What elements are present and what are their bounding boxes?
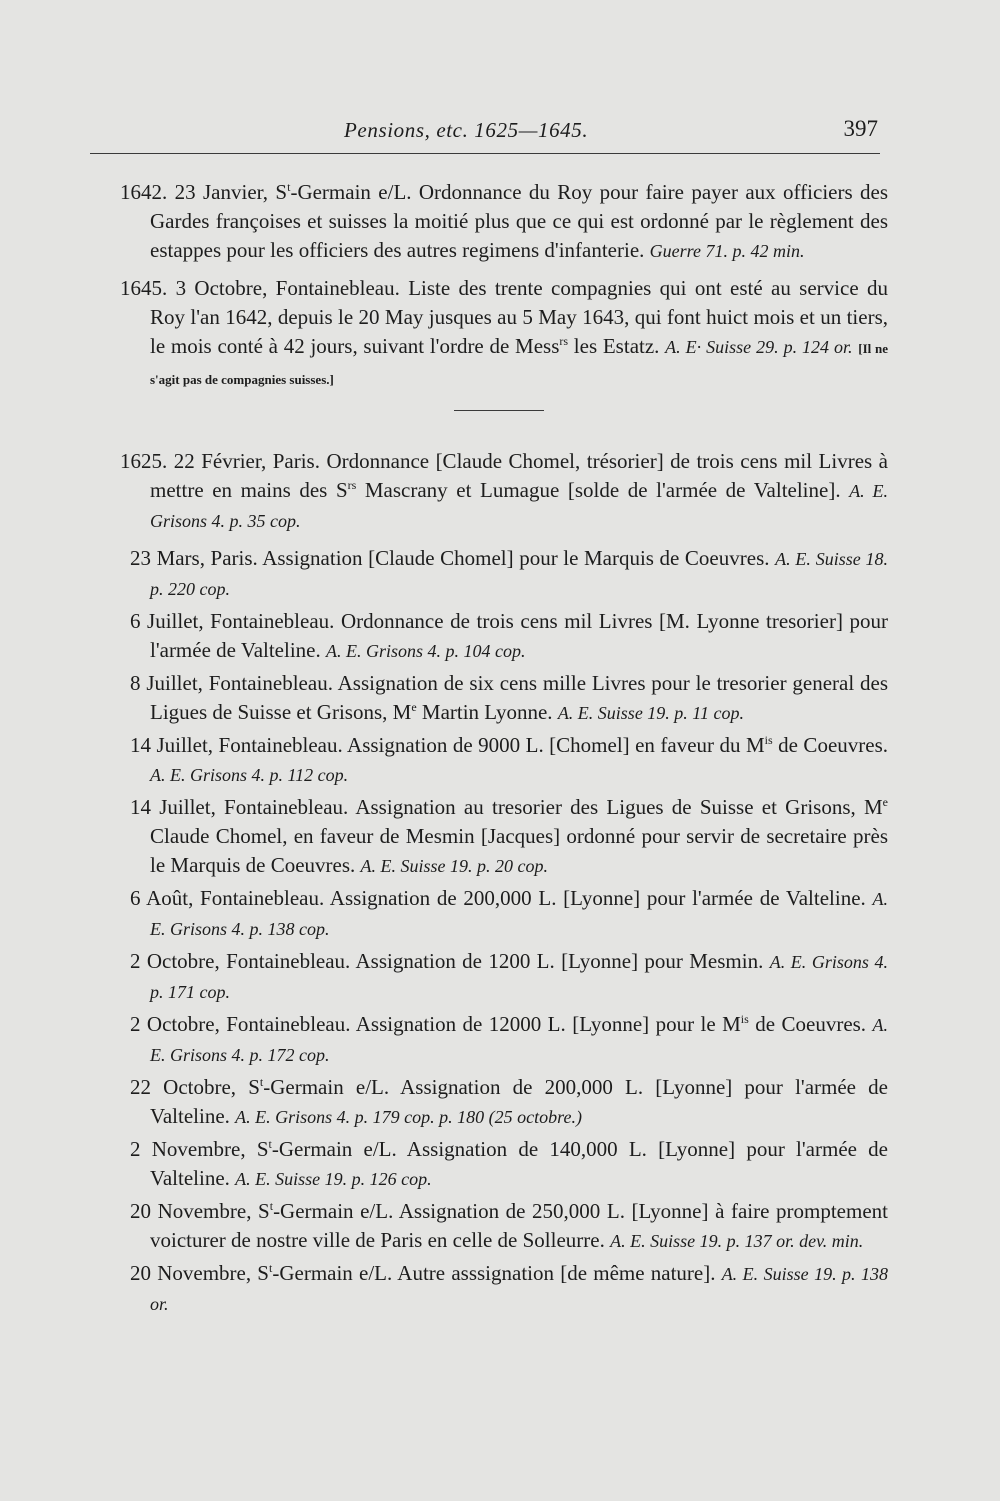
document-body	[120, 178, 888, 1322]
entry-text: -Germain e/L. Assignation de 200,000 L. [Lyonne] pour l'armée de Valteline.	[150, 1075, 888, 1128]
citation: A. E. Suisse 19. p. 20 cop.	[360, 856, 549, 876]
superscript: e	[411, 700, 417, 714]
citation: A. E. Grisons 4. p. 138 cop.	[150, 889, 889, 939]
entry-1645	[120, 274, 889, 394]
citation: A. E. Suisse 19. p. 137 or. dev. min.	[610, 1231, 864, 1251]
superscript: rs	[559, 334, 569, 348]
entry-text: 20 Novembre, S	[130, 1261, 269, 1285]
citation: A. E. Grisons 4. p. 112 cop.	[150, 765, 349, 785]
entry-text: Liste des trente compagnies qui ont esté au service du Roy l'an 1642, depuis le 20 May jusques au 5 May 1643, qui font huict mois et un tiers, le mois conté à 42 jours, suivant l'ordre de Mess	[150, 276, 888, 358]
entry-text: 14 Juillet, Fontainebleau. Assignation au tresorier des Ligues de Suisse et Grisons, M	[130, 795, 883, 819]
subentry	[130, 669, 888, 728]
subentry	[130, 947, 889, 1007]
citation: A. E· Suisse 29. p. 124 or.	[665, 337, 853, 357]
superscript: rs	[347, 478, 357, 492]
entry-text: Mascrany et Lumague [solde de l'armée de Valteline].	[356, 478, 841, 502]
superscript: e	[882, 795, 888, 809]
superscript: t	[287, 180, 291, 194]
entry-text: 6 Juillet, Fontainebleau. Ordonnance de trois cens mil Livres [M. Lyonne tresorier] pour l'armée de Valteline.	[130, 609, 888, 662]
entry-text: 8 Juillet, Fontainebleau. Assignation de six cens mille Livres pour le tresorier general des Ligues de Suisse et Grisons, M	[130, 671, 888, 724]
entry-text: Martin Lyonne.	[416, 700, 553, 724]
entry-text: 2 Octobre, Fontainebleau. Assignation de 1200 L. [Lyonne] pour Mesmin.	[130, 949, 764, 973]
subentry	[130, 1197, 888, 1256]
running-header	[90, 116, 880, 154]
subentry	[130, 544, 889, 604]
subentry	[130, 793, 888, 881]
editorial-note: [Il ne s'agit pas de compagnies suisses.]	[150, 341, 889, 387]
superscript: is	[764, 733, 773, 747]
citation: A. E. Suisse 19. p. 11 cop.	[557, 703, 744, 723]
superscript: is	[740, 1012, 749, 1026]
entry-date: 1625. 22 Février, Paris.	[120, 449, 320, 473]
citation: A. E. Grisons 4. p. 172 cop.	[150, 1015, 888, 1065]
citation: A. E. Grisons 4. p. 179 cop. p. 180 (25 octobre.)	[235, 1107, 582, 1127]
entry-text: 2 Octobre, Fontainebleau. Assignation de 12000 L. [Lyonne] pour le M	[130, 1012, 741, 1036]
entry-text: -Germain e/L. Autre asssignation [de même nature].	[272, 1261, 716, 1285]
entry-text: de Coeuvres.	[772, 733, 888, 757]
running-title: Pensions, etc. 1625—1645.	[344, 118, 589, 142]
subentry	[130, 731, 888, 790]
entry-text: Claude Chomel, en faveur de Mesmin [Jacques] ordonné pour servir de secretaire près le Marquis de Coeuvres.	[150, 824, 888, 877]
citation: A. E. Suisse 18. p. 220 cop.	[150, 549, 889, 599]
superscript: t	[259, 1075, 264, 1089]
citation: A. E. Suisse 19. p. 126 cop.	[235, 1169, 432, 1189]
entry-text: 2 Novembre, S	[130, 1137, 269, 1161]
entry-1625	[120, 447, 889, 536]
citation: A. E. Grisons 4. p. 171 cop.	[150, 952, 889, 1002]
entry-text: Ordonnance [Claude Chomel, trésorier] de trois cens mil Livres à mettre en mains des S	[150, 449, 888, 502]
subentry	[130, 1010, 888, 1070]
subentry	[130, 1135, 888, 1194]
citation: A. E. Grisons 4. p. 35 cop.	[150, 481, 889, 531]
entry-text: les Estatz.	[568, 334, 660, 358]
entry-text: 22 Octobre, S	[130, 1075, 260, 1099]
citation: A. E. Suisse 19. p. 138 or.	[150, 1264, 888, 1314]
subentry	[130, 884, 889, 944]
entry-text: 6 Août, Fontainebleau. Assignation de 200,000 L. [Lyonne] pour l'armée de Valteline.	[130, 886, 866, 910]
header-rule	[90, 153, 880, 154]
subentry	[130, 1259, 888, 1319]
entry-1642	[120, 178, 889, 266]
entry-date: 1642. 23 Janvier, S	[120, 180, 288, 204]
citation: A. E. Grisons 4. p. 104 cop.	[326, 641, 526, 661]
entry-text: 20 Novembre, S	[130, 1199, 270, 1223]
citation: Guerre 71. p. 42 min.	[649, 241, 805, 261]
entry-text: 23 Mars, Paris. Assignation [Claude Chomel] pour le Marquis de Coeuvres.	[130, 546, 770, 570]
superscript: t	[268, 1137, 272, 1151]
subentry	[130, 607, 888, 666]
entry-text: -Germain e/L. Ordonnance du Roy pour faire payer aux officiers des Gardes françoises et suisses la moitié plus que ce qui est ordonné par le règlement des estappes pour les officiers des autres regimens d'infanterie.	[150, 180, 889, 262]
entry-date: 1645. 3 Octobre, Fontainebleau.	[120, 276, 400, 300]
entry-text: -Germain e/L. Assignation de 140,000 L. [Lyonne] pour l'armée de Valteline.	[150, 1137, 888, 1190]
superscript: t	[269, 1199, 274, 1213]
entry-text: de Coeuvres.	[748, 1012, 867, 1036]
entry-text: -Germain e/L. Assignation de 250,000 L. [Lyonne] à faire promptement voicturer de nostre ville de Paris en celle de Solleurre.	[150, 1199, 888, 1252]
entry-text: 14 Juillet, Fontainebleau. Assignation de 9000 L. [Chomel] en faveur du M	[130, 733, 765, 757]
subentry	[130, 1073, 888, 1132]
page-number: 397	[843, 116, 878, 141]
superscript: t	[269, 1261, 273, 1275]
section-separator	[454, 410, 544, 411]
